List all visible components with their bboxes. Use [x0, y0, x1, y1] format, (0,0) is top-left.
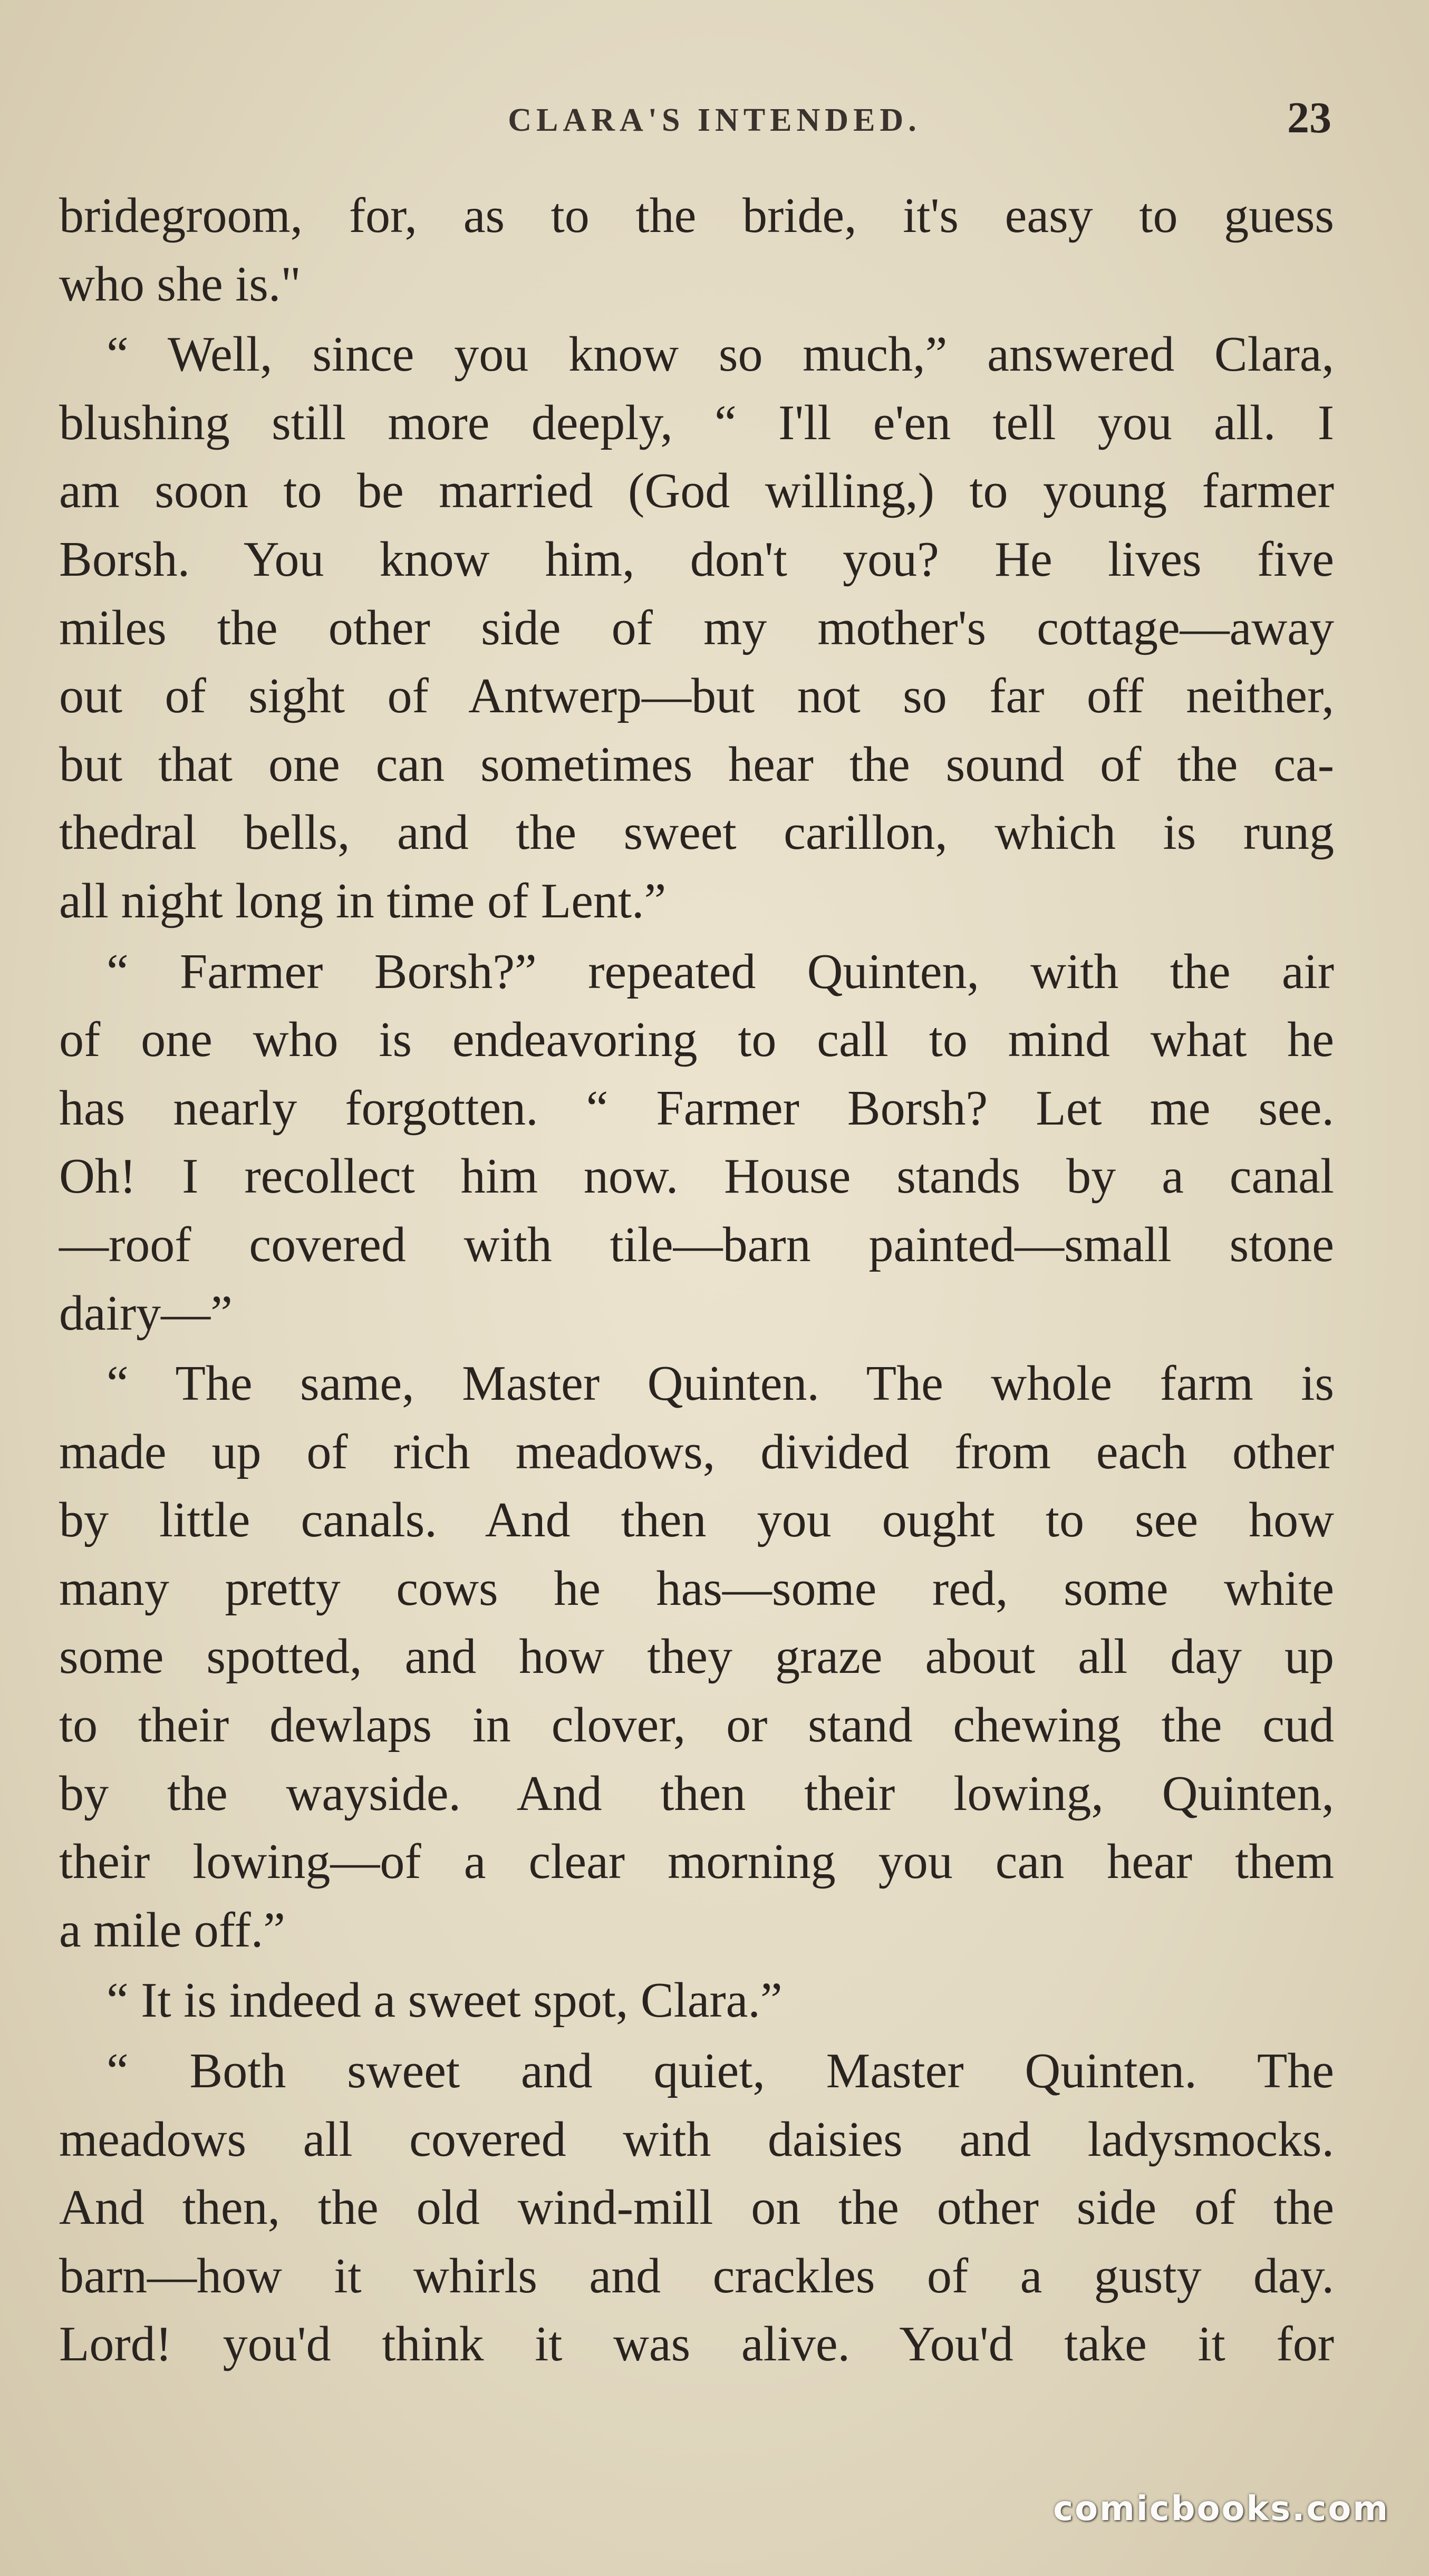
- text-line: “ Farmer Borsh?” repeated Quinten, with the air: [107, 944, 1334, 999]
- watermark: comicbooks.com: [1053, 2490, 1389, 2529]
- text-line: some spotted, and how they graze about all day up: [59, 1629, 1334, 1684]
- text-line: by the wayside. And then their lowing, Quinten,: [59, 1766, 1334, 1821]
- text-line: has nearly forgotten. “ Farmer Borsh? Let me see.: [59, 1080, 1334, 1136]
- text-line: am soon to be married (God willing,) to young farmer: [59, 463, 1334, 519]
- text-line: their lowing—of a clear morning you can hear them: [59, 1834, 1334, 1890]
- text-line: of one who is endeavoring to call to mind what he: [59, 1012, 1334, 1068]
- text-line: miles the other side of my mother's cottage—away: [59, 600, 1334, 655]
- text-line: dairy—”: [59, 1285, 233, 1341]
- text-line: “ Both sweet and quiet, Master Quinten. The: [107, 2044, 1334, 2099]
- page-number: 23: [1287, 93, 1331, 142]
- text-line: meadows all covered with daisies and ladysmocks.: [59, 2112, 1334, 2167]
- text-line: “ It is indeed a sweet spot, Clara.”: [107, 1973, 783, 2028]
- text-line: thedral bells, and the sweet carillon, which is rung: [59, 805, 1334, 860]
- text-line: barn—how it whirls and crackles of a gusty day.: [59, 2248, 1334, 2303]
- text-line: a mile off.”: [59, 1902, 285, 1958]
- text-line: Borsh. You know him, don't you? He lives five: [59, 531, 1334, 587]
- running-head: [0, 92, 1429, 150]
- text-line: Oh! I recollect him now. House stands by a canal: [59, 1149, 1334, 1204]
- text-line: who she is.": [59, 256, 301, 312]
- text-line: blushing still more deeply, “ I'll e'en tell you all. I: [59, 395, 1334, 450]
- text-line: made up of rich meadows, divided from each other: [59, 1424, 1334, 1479]
- text-line: “ The same, Master Quinten. The whole farm is: [107, 1356, 1334, 1411]
- text-line: but that one can sometimes hear the sound of the ca-: [59, 737, 1334, 792]
- text-line: out of sight of Antwerp—but not so far off neither,: [59, 669, 1334, 724]
- text-line: by little canals. And then you ought to see how: [59, 1493, 1334, 1548]
- text-line: all night long in time of Lent.”: [59, 873, 667, 928]
- text-line: And then, the old wind-mill on the other side of the: [59, 2180, 1334, 2235]
- text-line: Lord! you'd think it was alive. You'd take it for: [59, 2317, 1334, 2372]
- running-title: CLARA'S INTENDED.: [508, 102, 921, 138]
- body-text: [59, 182, 1334, 2379]
- text-line: many pretty cows he has—some red, some white: [59, 1561, 1334, 1616]
- text-line: —roof covered with tile—barn painted—small stone: [59, 1217, 1334, 1272]
- text-line: “ Well, since you know so much,” answered Clara,: [107, 327, 1334, 382]
- text-line: to their dewlaps in clover, or stand chewing the cud: [59, 1698, 1334, 1753]
- text-line: bridegroom, for, as to the bride, it's easy to guess: [59, 188, 1334, 243]
